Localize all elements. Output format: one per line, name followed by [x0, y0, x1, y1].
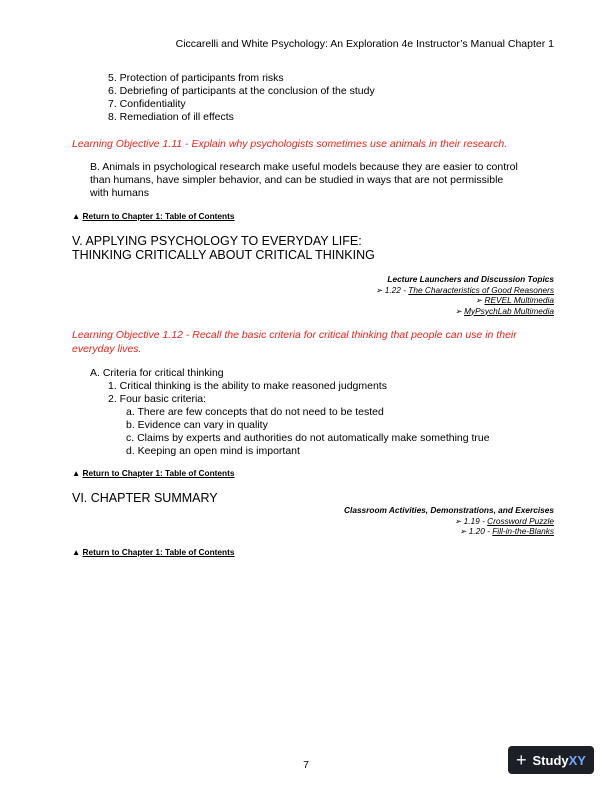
resource-link[interactable]: REVEL Multimedia: [484, 295, 554, 305]
criteria-item: b. Evidence can vary in quality: [126, 419, 268, 431]
section-heading: V. APPLYING PSYCHOLOGY TO EVERYDAY LIFE:: [72, 234, 362, 248]
return-toc-label[interactable]: Return to Chapter 1: Table of Contents: [82, 547, 235, 557]
resource-item[interactable]: ➢ 1.20 - Fill-in-the-Blanks: [459, 526, 554, 536]
list-item: 8. Remediation of ill effects: [108, 111, 234, 123]
criteria-item: c. Claims by experts and authorities do not automatically make something true: [126, 432, 490, 444]
paragraph-b-line: with humans: [90, 187, 149, 199]
resource-box-classroom: [344, 505, 554, 537]
badge-xy-text: XY: [568, 752, 586, 768]
resource-title: Lecture Launchers and Discussion Topics: [387, 274, 554, 284]
paragraph-b-line: B. Animals in psychological research make useful models because they are easier to control: [90, 161, 518, 173]
outline-item: 1. Critical thinking is the ability to make reasoned judgments: [108, 380, 387, 392]
resource-item[interactable]: ➢ 1.22 - The Characteristics of Good Reasoners: [375, 284, 554, 295]
resource-link[interactable]: Fill-in-the-Blanks: [492, 526, 554, 536]
paragraph-b-line: than humans, have simpler behavior, and can be studied in ways that are not permissible: [90, 174, 504, 186]
criteria-item: a. There are few concepts that do not need to be tested: [126, 406, 384, 418]
badge-study-text: Study: [532, 752, 569, 768]
return-toc-link[interactable]: [72, 547, 235, 557]
list-item: 5. Protection of participants from risks: [108, 72, 284, 84]
outline-item: 2. Four basic criteria:: [108, 393, 207, 405]
learning-objective-1-12: Learning Objective 1.12 - Recall the basic criteria for critical thinking that people can use in their: [72, 329, 517, 341]
studyxy-badge[interactable]: [508, 746, 594, 774]
resource-link[interactable]: The Characteristics of Good Reasoners: [408, 284, 554, 295]
resource-item[interactable]: ➢ 1.19 - Crossword Puzzle: [454, 515, 554, 526]
resource-link[interactable]: Crossword Puzzle: [487, 515, 554, 526]
criteria-item: d. Keeping an open mind is important: [126, 445, 300, 457]
learning-objective-1-11: Learning Objective 1.11 - Explain why psychologists sometimes use animals in their research.: [72, 138, 508, 150]
resource-item[interactable]: ➢ REVEL Multimedia: [475, 295, 554, 305]
section-heading: VI. CHAPTER SUMMARY: [72, 491, 218, 505]
return-toc-link[interactable]: [72, 211, 235, 221]
section-heading: THINKING CRITICALLY ABOUT CRITICAL THINKING: [72, 248, 375, 262]
return-toc-label[interactable]: Return to Chapter 1: Table of Contents: [82, 468, 235, 478]
page-number: 7: [303, 759, 309, 771]
resource-item[interactable]: ➢ MyPsychLab Multimedia: [454, 305, 554, 316]
outline-item: A. Criteria for critical thinking: [90, 367, 224, 379]
resource-title: Classroom Activities, Demonstrations, and Exercises: [344, 505, 554, 515]
running-header: Ciccarelli and White Psychology: An Exploration 4e Instructor’s Manual Chapter 1: [175, 38, 554, 50]
up-arrow-icon: ▲: [72, 468, 81, 478]
learning-objective-1-12-cont: everyday lives.: [72, 343, 142, 355]
up-arrow-icon: ▲: [72, 547, 81, 557]
resource-box-lecture: [375, 274, 554, 316]
return-toc-label[interactable]: Return to Chapter 1: Table of Contents: [82, 211, 235, 221]
list-item: 6. Debriefing of participants at the conclusion of the study: [108, 85, 375, 97]
resource-link[interactable]: MyPsychLab Multimedia: [464, 305, 554, 316]
return-toc-link[interactable]: [72, 468, 235, 478]
list-item: 7. Confidentiality: [108, 98, 186, 110]
up-arrow-icon: ▲: [72, 211, 81, 221]
plus-icon: +: [516, 749, 527, 770]
